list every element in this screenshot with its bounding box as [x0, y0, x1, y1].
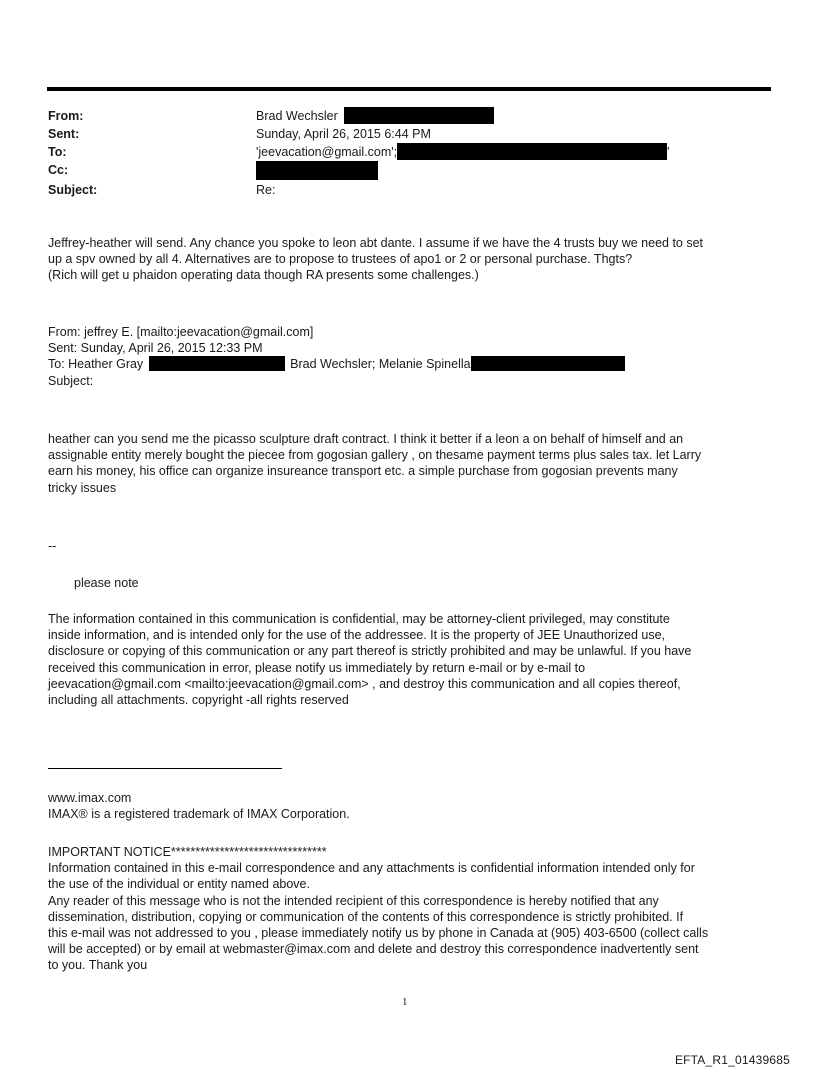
quoted-body-line: assignable entity merely bought the piecee from gogosian gallery , on thesame payment terms plus sales tax. let Larry [48, 448, 702, 463]
subject-label: Subject: [48, 183, 98, 197]
quoted-body [48, 431, 701, 496]
notice-line: the use of the individual or entity named above. [48, 877, 310, 892]
cc-row [48, 161, 768, 179]
from-name: Brad Wechsler [256, 109, 338, 123]
notice-line: will be accepted) or by email at webmaster@imax.com and delete and destroy this correspondence inadvertently sent [48, 942, 699, 957]
notice-line: to you. Thank you [48, 958, 148, 973]
notice-title: IMPORTANT NOTICE******************************** [48, 845, 327, 859]
signature-dashes: -- [48, 539, 57, 553]
sent-label: Sent: [48, 127, 80, 141]
quoted-body-line: tricky issues [48, 480, 117, 495]
to-address: 'jeevacation@gmail.com'; [256, 145, 398, 159]
cc-label: Cc: [48, 163, 69, 177]
notice-line: Any reader of this message who is not the intended recipient of this correspondence is hereby notified that any [48, 893, 659, 908]
confidentiality-disclaimer [48, 611, 691, 708]
disclaimer-line: disclosure or copying of this communication or any part thereof is strictly prohibited and may be unlawful. If you have [48, 644, 692, 659]
disclaimer-line: The information contained in this communication is confidential, may be attorney-client privileged, may constitute [48, 612, 670, 626]
imax-trademark: IMAX® is a registered trademark of IMAX Corporation. [48, 807, 350, 822]
notice-line: dissemination, distribution, copying or communication of the contents of this correspondence is strictly prohibited. If [48, 909, 684, 924]
document-id: EFTA_R1_01439685 [674, 1053, 790, 1067]
quoted-subject: Subject: [48, 373, 94, 388]
disclaimer-line: jeevacation@gmail.com <mailto:jeevacation@gmail.com> , and destroy this communication and all copies thereof, [48, 676, 681, 691]
subject-value: Re: [256, 183, 276, 197]
quoted-sent: Sent: Sunday, April 26, 2015 12:33 PM [48, 341, 263, 356]
sent-value: Sunday, April 26, 2015 6:44 PM [256, 127, 431, 141]
disclaimer-line: including all attachments. copyright -all rights reserved [48, 693, 349, 708]
notice-line: this e-mail was not addressed to you , please immediately notify us by phone in Canada at (905) 403-6500 (collect calls [48, 926, 709, 941]
notice-line: Information contained in this e-mail correspondence and any attachments is confidential information intended only for [48, 861, 695, 876]
to-value [256, 143, 670, 161]
sent-row [48, 125, 768, 143]
to-suffix: ' [667, 145, 670, 159]
redaction-box [471, 356, 625, 371]
header-top-rule [47, 87, 771, 91]
reply-line: (Rich will get u phaidon operating data though RA presents some challenges.) [48, 268, 479, 283]
quoted-body-line: heather can you send me the picasso sculpture draft contract. I think it better if a leon a on behalf of himself and an [48, 432, 684, 446]
reply-line: up a spv owned by all 4. Alternatives are to propose to trustees of apo1 or 2 or personal purchase. Thgts? [48, 252, 633, 267]
from-label: From: [48, 109, 84, 123]
signature-divider [48, 768, 282, 769]
to-row [48, 143, 768, 161]
cc-value [256, 161, 378, 180]
quoted-to [48, 356, 625, 372]
important-notice [48, 844, 708, 974]
redaction-box [149, 356, 285, 371]
please-note: please note [74, 576, 139, 590]
page-number: 1 [402, 996, 408, 1008]
reply-line: Jeffrey-heather will send. Any chance you spoke to leon abt dante. I assume if we have the 4 trusts buy we need to set [48, 236, 704, 250]
quoted-header [48, 324, 625, 389]
from-value [256, 107, 494, 125]
imax-url: www.imax.com [48, 791, 132, 805]
redaction-box [344, 107, 494, 124]
quoted-body-line: earn his money, his office can organize insureance transport etc. a simple purchase from gogosian prevents many [48, 464, 678, 479]
disclaimer-line: inside information, and is intended only for the use of the addressee. It is the property of JEE Unauthorized use, [48, 628, 666, 643]
quoted-to-prefix: To: Heather Gray [48, 357, 144, 372]
quoted-to-middle: Brad Wechsler; Melanie Spinella [290, 357, 471, 372]
imax-block [48, 790, 350, 822]
reply-body [48, 235, 703, 284]
from-row [48, 107, 768, 125]
quoted-from: From: jeffrey E. [mailto:jeevacation@gmail.com] [48, 325, 314, 339]
redaction-box [397, 143, 670, 160]
redaction-box [256, 161, 378, 180]
subject-row [48, 181, 768, 199]
to-label: To: [48, 145, 67, 159]
disclaimer-line: received this communication in error, please notify us immediately by return e-mail or by e-mail to [48, 660, 586, 675]
